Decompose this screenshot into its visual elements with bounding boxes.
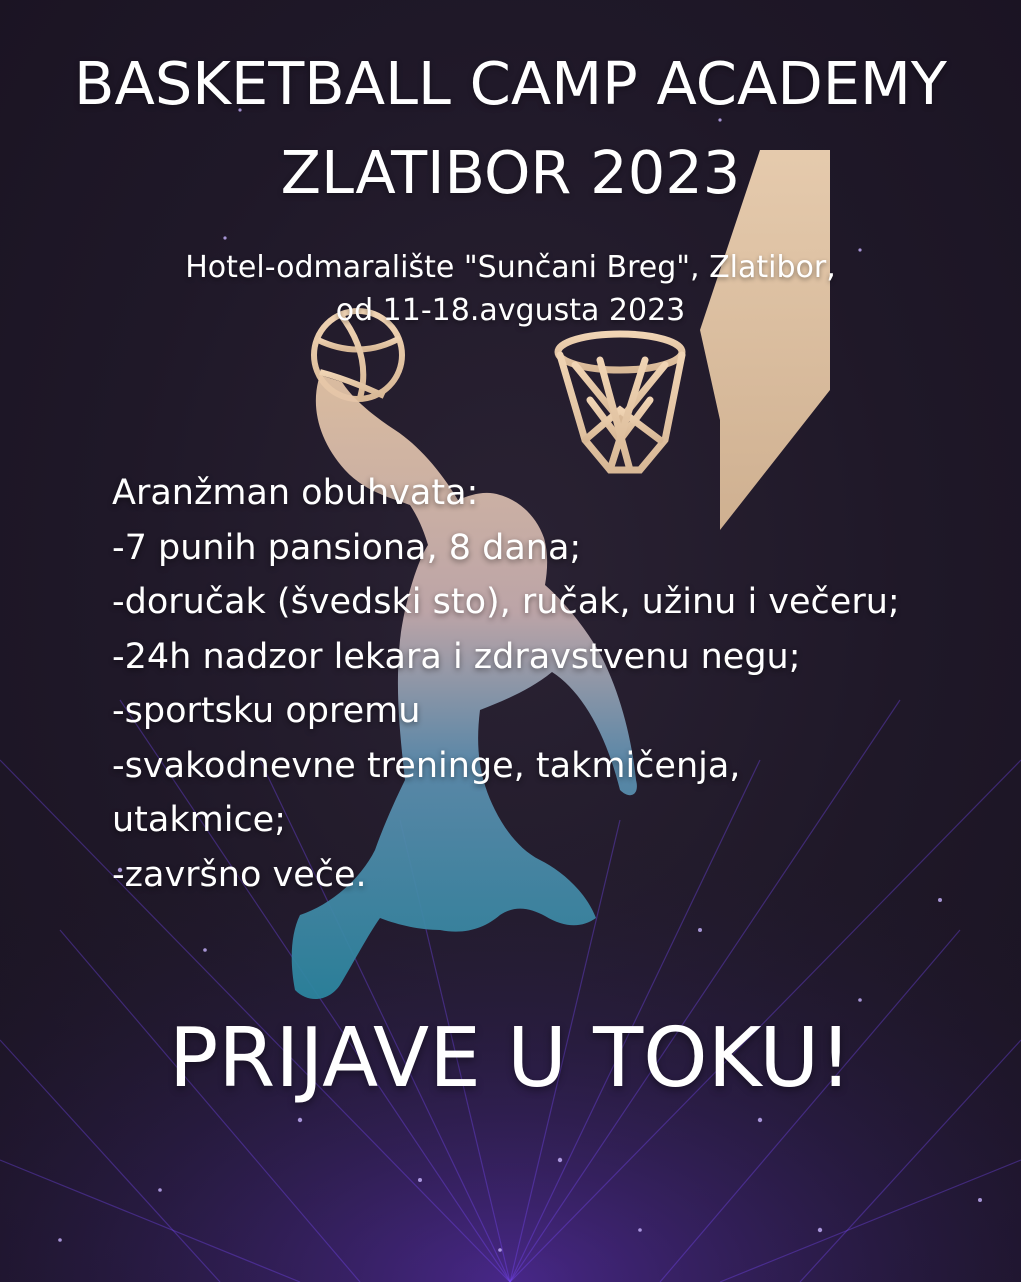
list-item: -svakodnevne treninge, takmičenja,: [112, 745, 741, 786]
list-item: -24h nadzor lekara i zdravstvenu negu;: [112, 636, 801, 677]
date-line: od 11-18.avgusta 2023: [335, 293, 686, 328]
location-line: Hotel-odmaralište "Sunčani Breg", Zlatibor,: [185, 250, 836, 285]
list-item: -doručak (švedski sto), ručak, užinu i večeru;: [112, 582, 900, 622]
poster-title: BASKETBALL CAMP ACADEMY: [74, 49, 947, 118]
list-item: -završno veče.: [112, 854, 367, 895]
poster-subtitle-year: ZLATIBOR 2023: [280, 138, 741, 207]
hoop-net: [558, 334, 682, 470]
list-item: -7 punih pansiona, 8 dana;: [112, 527, 582, 568]
list-item: utakmice;: [112, 800, 287, 840]
package-details-list: [112, 466, 1017, 902]
list-item: Aranžman obuhvata:: [112, 473, 479, 513]
call-to-action: PRIJAVE U TOKU!: [168, 1011, 853, 1106]
list-item: -sportsku opremu: [112, 691, 421, 731]
